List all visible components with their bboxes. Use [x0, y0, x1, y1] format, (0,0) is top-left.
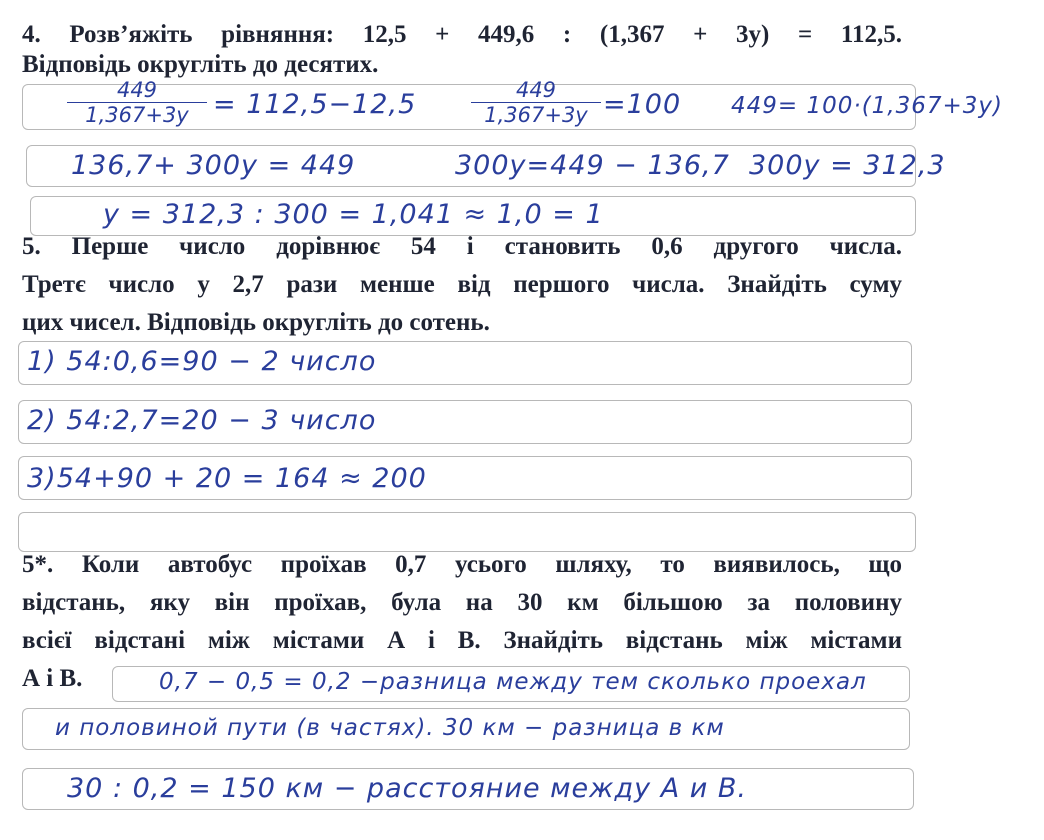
answer-5star-row2: и половиной пути (в частях). 30 км − разница в км: [55, 715, 725, 741]
problem-5star-line-3: всієї відстані між містами А і В. Знайдіть відстань між містами: [22, 627, 902, 654]
fraction-1: 449 1,367+3y: [67, 79, 207, 126]
problem-5-line-1: 5. Перше число дорівнює 54 і становить 0,6 другого числа.: [22, 233, 902, 260]
answer-5star-row3: 30 : 0,2 = 150 км − расстояние между А и В.: [67, 773, 748, 804]
answer-4-expr-2: =100: [603, 89, 682, 120]
answer-5-row3: 3)54+90 + 20 = 164 ≈ 200: [27, 463, 427, 494]
answer-box-4-2[interactable]: [26, 145, 946, 187]
answer-4-row2-a: 136,7+ 300y = 449: [71, 150, 356, 181]
answer-box-5-3[interactable]: [18, 456, 912, 500]
answer-4-row2-b: 300y=449 − 136,7: [455, 150, 730, 181]
problem-4-text: [22, 16, 902, 84]
answer-4-row2-c: 300y = 312,3: [749, 150, 946, 181]
answer-box-5star-2[interactable]: [22, 708, 910, 750]
answer-box-4-1[interactable]: [22, 78, 1003, 130]
answer-5-row1: 1) 54:0,6=90 − 2 число: [27, 346, 377, 377]
answer-5star-row1: 0,7 − 0,5 = 0,2 −разница между тем сколько проехал: [159, 669, 867, 695]
fraction-2: 449 1,367+3y: [471, 79, 601, 126]
problem-5star-line-1: 5*. Коли автобус проїхав 0,7 усього шляху, то виявилось, що: [22, 551, 902, 578]
answer-box-5star-3[interactable]: [22, 768, 914, 810]
problem-5-text: [22, 228, 902, 342]
answer-4-expr-3: 449= 100·(1,367+3y): [731, 93, 1003, 119]
answer-4-row3: y = 312,3 : 300 = 1,041 ≈ 1,0 = 1: [103, 199, 604, 230]
answer-5-row2: 2) 54:2,7=20 − 3 число: [27, 405, 377, 436]
answer-box-5-1[interactable]: [18, 341, 912, 385]
problem-5star-line-4: А і В.: [22, 665, 83, 692]
answer-4-expr-1: = 112,5−12,5: [213, 89, 417, 120]
problem-5-line-3: цих чисел. Відповідь округліть до сотень.: [22, 309, 490, 336]
problem-4-line-1: 4. Розв’яжіть рівняння: 12,5 + 449,6 : (1,367 + 3y) = 112,5.: [22, 21, 902, 48]
problem-4-line-2: Відповідь округліть до десятих.: [22, 51, 379, 78]
answer-box-5-2[interactable]: [18, 400, 912, 444]
answer-box-5star-1[interactable]: [112, 666, 910, 702]
problem-5-line-2: Третє число у 2,7 рази менше від першого числа. Знайдіть суму: [22, 271, 902, 298]
problem-5star-line-2: відстань, яку він проїхав, була на 30 км більшою за половину: [22, 589, 902, 616]
